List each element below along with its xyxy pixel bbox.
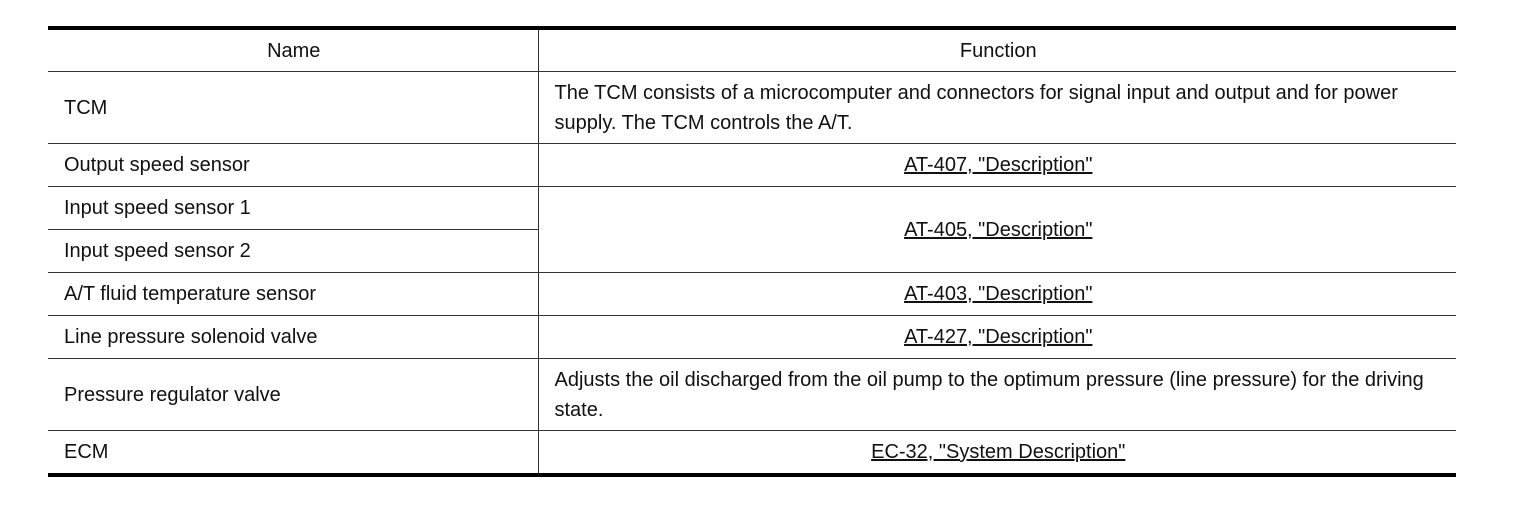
table-row — [48, 273, 1456, 316]
table-row — [48, 359, 1456, 431]
header-name: Name — [48, 28, 538, 72]
table-row — [48, 187, 1456, 230]
row-name: A/T fluid temperature sensor — [48, 273, 538, 316]
row-function — [538, 187, 1456, 273]
row-function — [538, 431, 1456, 476]
reference-link[interactable]: EC-32, "System Description" — [871, 441, 1126, 463]
row-function — [538, 273, 1456, 316]
row-function — [538, 316, 1456, 359]
row-name: Pressure regulator valve — [48, 359, 538, 431]
row-name: Input speed sensor 1 — [48, 187, 538, 230]
row-function: The TCM consists of a microcomputer and connectors for signal input and output and for power supply. The TCM controls the A/T. — [538, 72, 1456, 144]
row-function: Adjusts the oil discharged from the oil pump to the optimum pressure (line pressure) for the driving state. — [538, 359, 1456, 431]
row-name: Output speed sensor — [48, 144, 538, 187]
row-name: Line pressure solenoid valve — [48, 316, 538, 359]
reference-link[interactable]: AT-427, "Description" — [904, 326, 1093, 348]
table-row — [48, 316, 1456, 359]
table-row — [48, 431, 1456, 476]
table-header-row — [48, 28, 1456, 72]
row-name: TCM — [48, 72, 538, 144]
row-name: ECM — [48, 431, 538, 476]
reference-link[interactable]: AT-405, "Description" — [904, 218, 1093, 241]
component-function-table — [48, 26, 1456, 477]
table-row — [48, 72, 1456, 144]
row-name: Input speed sensor 2 — [48, 230, 538, 273]
reference-link[interactable]: AT-407, "Description" — [904, 154, 1093, 176]
reference-link[interactable]: AT-403, "Description" — [904, 283, 1093, 305]
table-row — [48, 144, 1456, 187]
row-function — [538, 144, 1456, 187]
header-function: Function — [538, 28, 1456, 72]
